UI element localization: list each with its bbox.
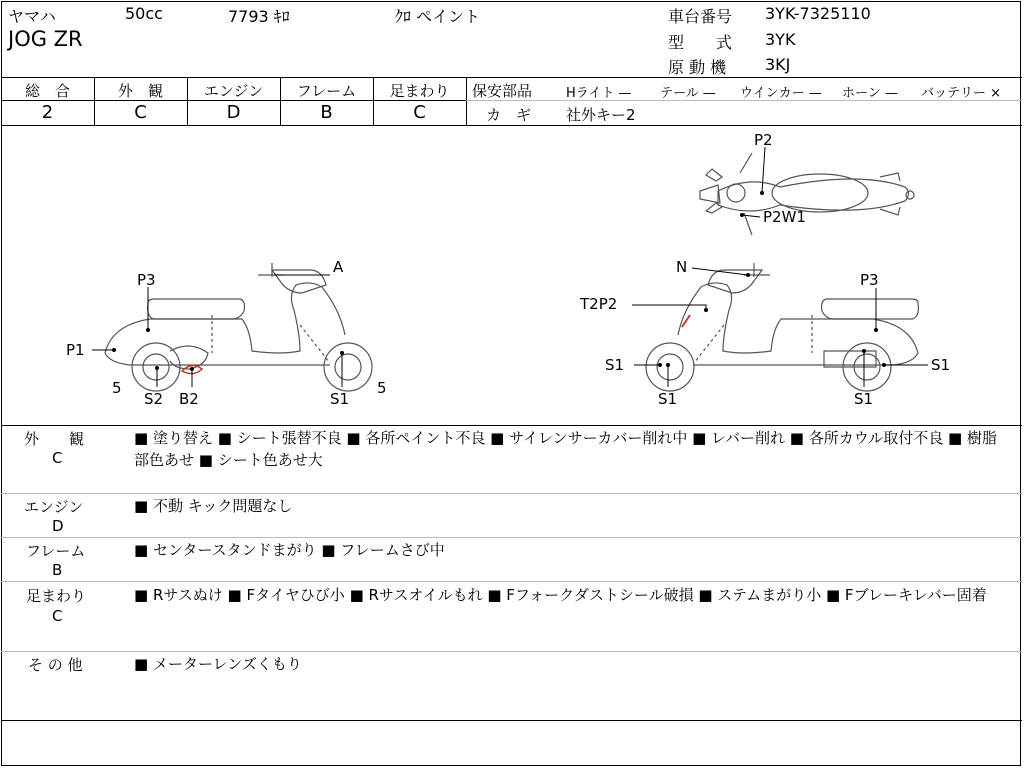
safety-headlight: Hライト — (566, 86, 632, 101)
grid-line (1, 651, 1022, 652)
grade-frame-value: B (320, 102, 333, 123)
safety-label: 保安部品 (472, 82, 533, 100)
grade-exterior-value: C (134, 102, 147, 123)
safety-battery: バッテリー × (921, 86, 1002, 101)
grade-suspension-value: C (413, 102, 426, 123)
label-left-s2: S2 (144, 390, 164, 408)
detail-frame-text: ■ センタースタンドまがり ■ フレームさび中 (134, 541, 445, 559)
color: ｸﾛ ペイント (395, 7, 481, 26)
grid-line (1, 77, 1022, 78)
engine-value: 3KJ (765, 55, 791, 74)
grade-engine-value: D (226, 102, 241, 123)
detail-suspension-label: 足まわり (26, 587, 87, 605)
safety-horn: ホーン — (842, 86, 898, 101)
top-view-scooter (700, 153, 914, 235)
detail-engine-label: エンジン (24, 498, 84, 516)
grid-line (1, 581, 1022, 582)
detail-frame-label: フレーム (26, 542, 86, 560)
safety-tail: テール — (660, 86, 716, 101)
label-right-t2p2: T2P2 (580, 295, 618, 313)
detail-other-label: そ の 他 (28, 656, 83, 674)
grid-line (1, 720, 1022, 721)
grade-overall-label: 総 合 (24, 82, 70, 100)
frame-no-value: 3YK-7325110 (765, 4, 871, 23)
grade-frame-label: フレーム (296, 82, 357, 100)
safety-winker: ウインカー — (740, 86, 822, 101)
label-right-n: N (676, 258, 688, 276)
label-left-s1: S1 (330, 390, 350, 408)
label-right-s1-front: S1 (605, 356, 625, 374)
detail-engine-text: ■ 不動 キック問題なし (134, 497, 293, 515)
frame-no-label: 車台番号 (668, 7, 733, 26)
model-name: JOG ZR (8, 27, 83, 51)
grade-exterior-label: 外 観 (117, 82, 163, 100)
key-label: カ ギ (486, 106, 532, 124)
label-top-p2w1: P2W1 (763, 208, 806, 226)
label-right-s1-wheel: S1 (658, 390, 678, 408)
grid-line (1, 493, 1022, 494)
label-top-p2: P2 (754, 131, 773, 149)
label-left-b2: B2 (179, 390, 199, 408)
label-left-p3: P3 (137, 271, 156, 289)
type-label: 型 式 (668, 33, 733, 52)
key-value: 社外キー2 (566, 106, 636, 124)
label-left-p1: P1 (66, 341, 85, 359)
grade-engine-label: エンジン (203, 82, 264, 100)
grid-line (1, 425, 1022, 426)
label-right-s1-rear: S1 (854, 390, 874, 408)
detail-suspension-grade: C (52, 607, 63, 625)
scooter-diagram (0, 125, 1024, 425)
label-right-s1-end: S1 (931, 356, 951, 374)
detail-exterior-label: 外 観 (24, 430, 85, 448)
maker: ヤマハ (8, 7, 56, 26)
label-left-5a: 5 (112, 379, 122, 397)
grade-suspension-label: 足まわり (389, 82, 450, 100)
displacement: 50cc (125, 4, 163, 23)
detail-suspension-text: ■ Rサスぬけ ■ Fタイヤひび小 ■ Rサスオイルもれ ■ Fフォークダストシール破損 ■ ステムまがり小 ■ Fブレーキレバー固着 (134, 586, 987, 604)
detail-other-text: ■ メーターレンズくもり (134, 655, 302, 673)
label-right-p3: P3 (860, 271, 879, 289)
grid-line (466, 77, 467, 125)
mileage: 7793 ｷﾛ (228, 7, 290, 26)
label-left-5b: 5 (377, 379, 387, 397)
detail-engine-grade: D (52, 517, 64, 535)
engine-label: 原 動 機 (668, 58, 727, 77)
type-value: 3YK (765, 30, 796, 49)
label-left-a: A (333, 258, 344, 276)
grid-line (1, 537, 1022, 538)
detail-frame-grade: B (52, 561, 63, 579)
detail-exterior-text: ■ 塗り替え ■ シート張替不良 ■ 各所ペイント不良 ■ サイレンサーカバー削れ中 ■ レバー削れ ■ 各所カウル取付不良 ■ 樹脂部色あせ ■ シート色あせ大 (134, 429, 997, 469)
detail-exterior-grade: C (52, 449, 63, 467)
grade-overall-value: 2 (41, 102, 54, 123)
